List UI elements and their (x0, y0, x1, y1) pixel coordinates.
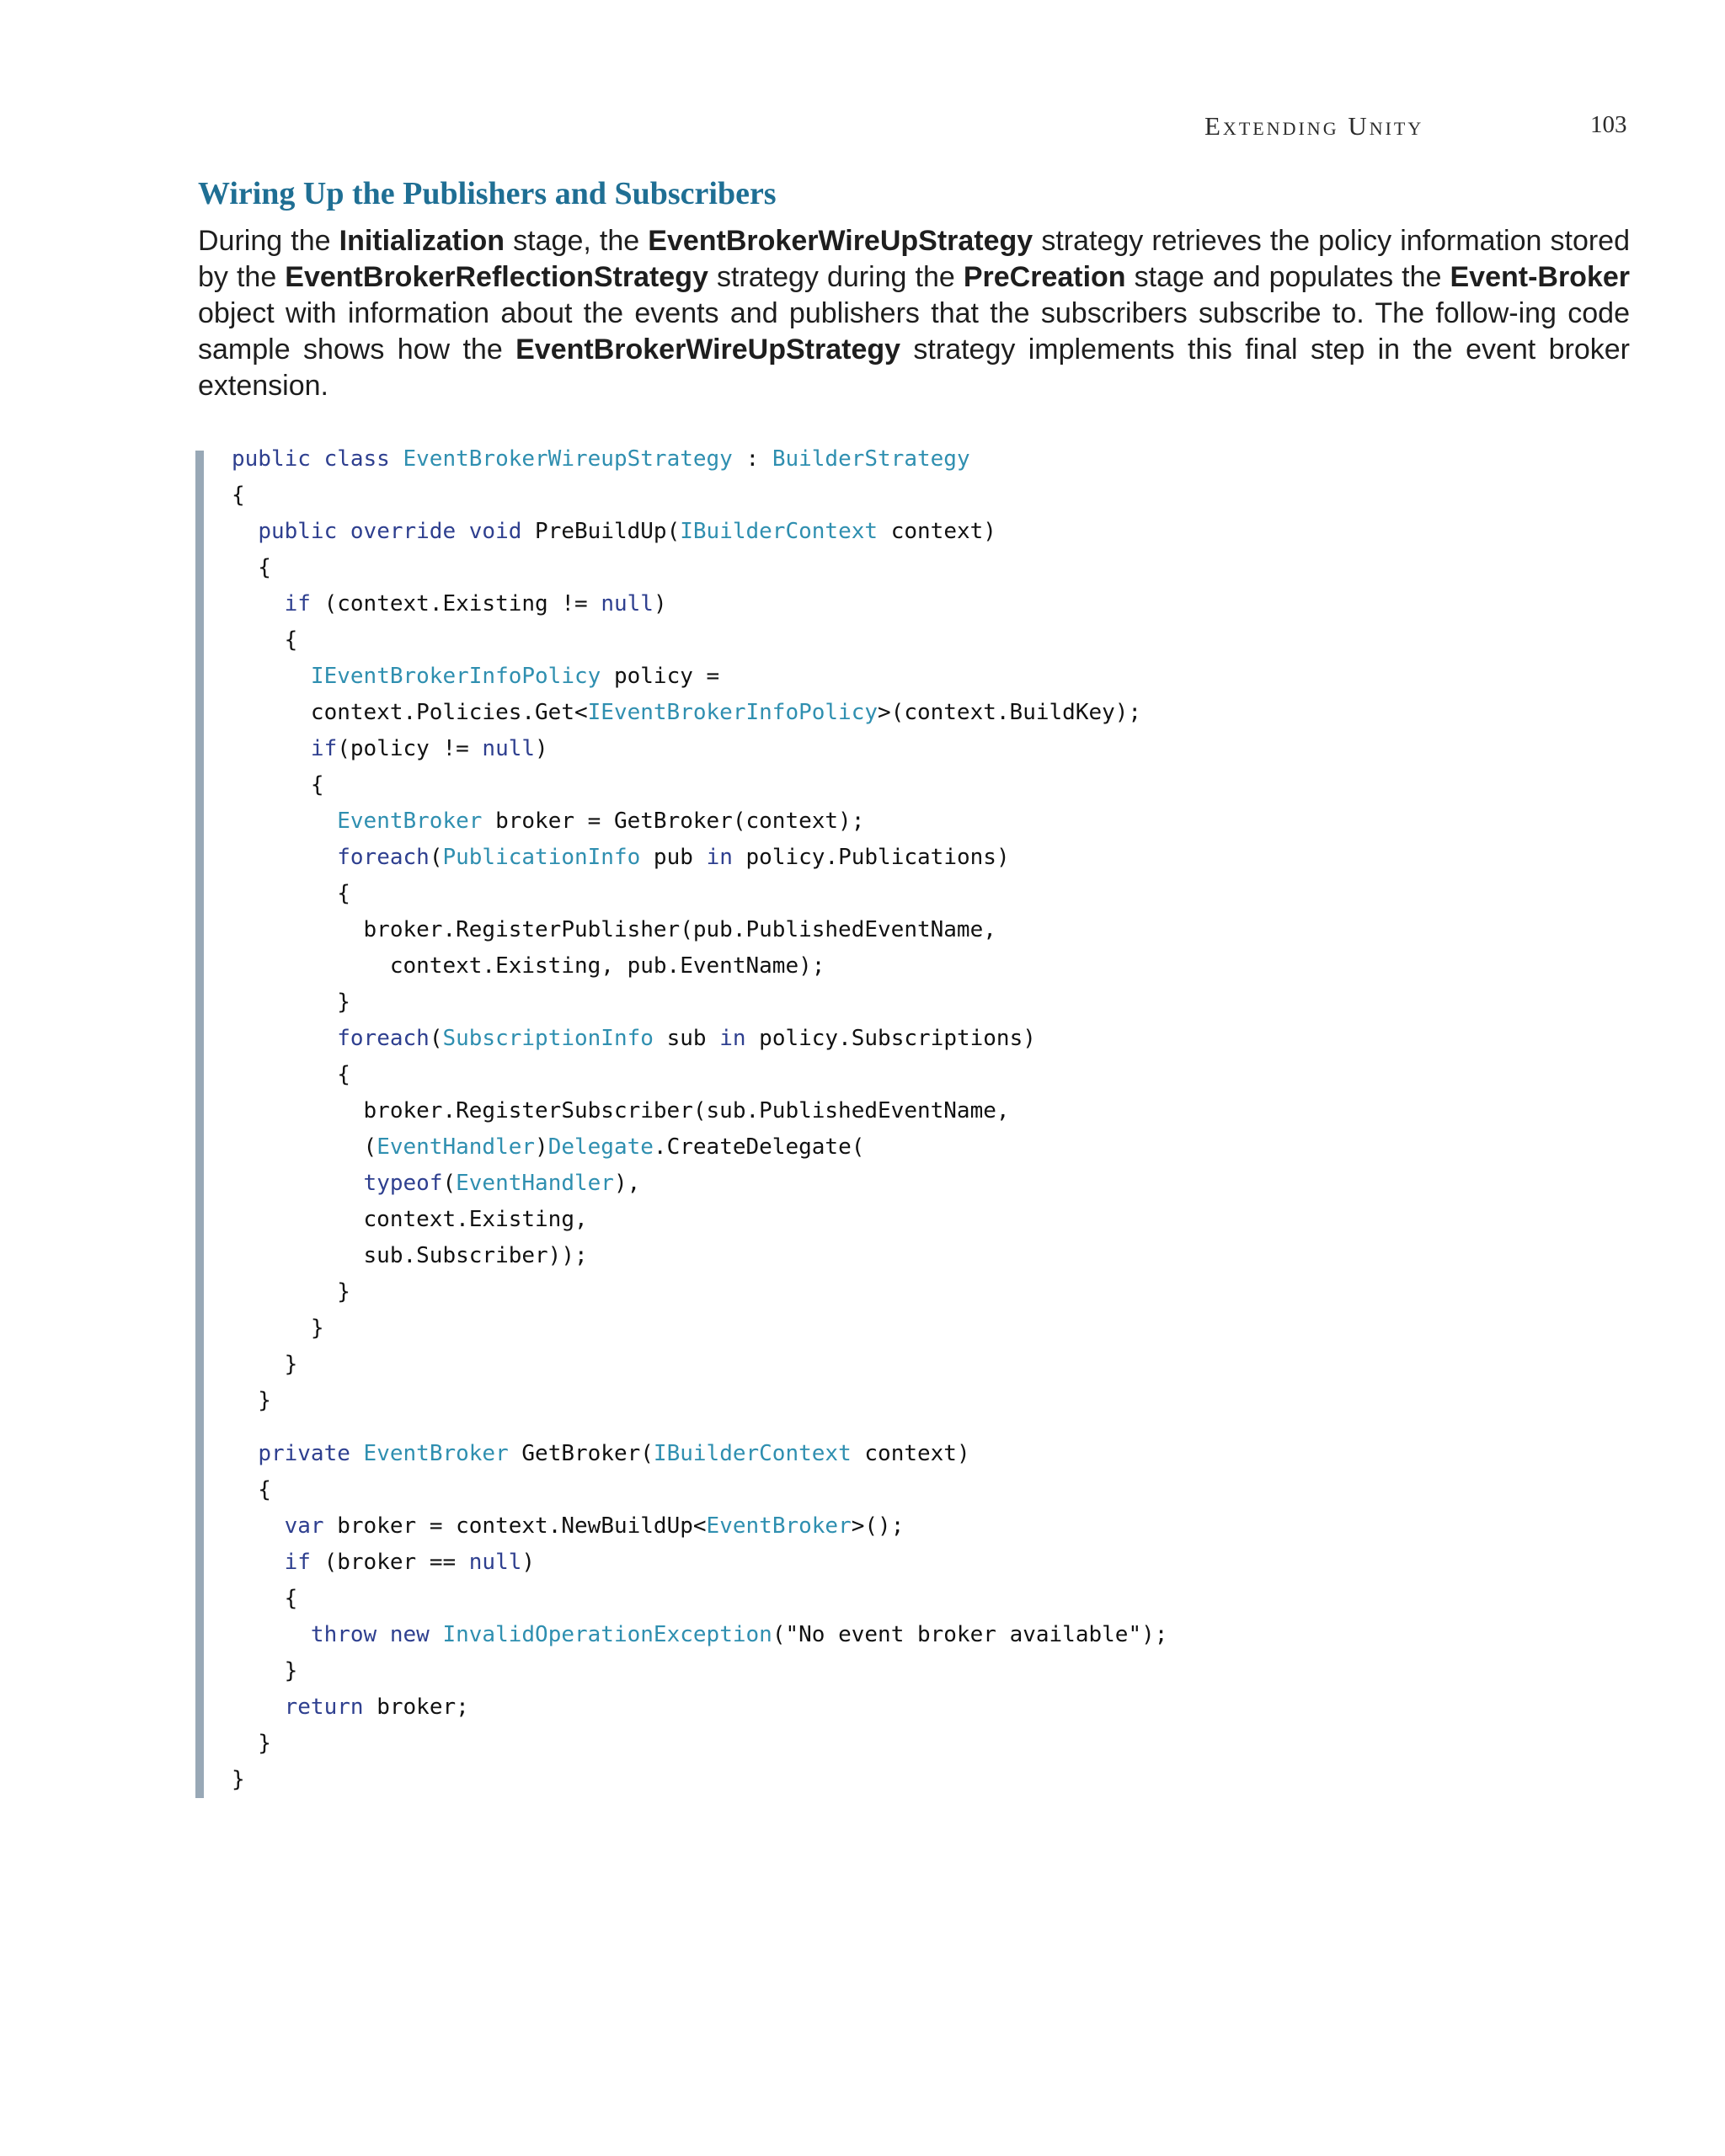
code-type-name: IBuilderContext (680, 519, 879, 544)
code-type-name: EventHandler (456, 1171, 614, 1196)
code-listing (232, 441, 1167, 1798)
code-line (232, 1057, 1167, 1093)
code-token: broker = context.NewBuildUp< (323, 1513, 707, 1539)
code-line (232, 767, 1167, 803)
code-token: : (732, 446, 772, 472)
section-heading: Wiring Up the Publishers and Subscribers (198, 176, 777, 211)
code-line (232, 1653, 1167, 1689)
code-type-name: Delegate (547, 1134, 654, 1160)
code-token: ), (613, 1171, 641, 1196)
code-token: { (232, 627, 298, 653)
code-line (232, 1419, 1167, 1436)
body-text-run: object with information about the events and publishers that the subscribers subscribe to. The follow-ing code sample shows how the (198, 297, 1630, 366)
code-line (232, 1347, 1167, 1383)
code-token: { (232, 772, 324, 798)
body-text-run: stage, the (505, 225, 649, 257)
code-line (232, 1310, 1167, 1347)
code-line (232, 659, 1167, 695)
code-line (232, 1202, 1167, 1238)
code-line (232, 1436, 1167, 1472)
code-token: context.Existing, pub.EventName); (232, 953, 825, 979)
code-keyword: private (258, 1441, 364, 1466)
code-keyword: null (482, 736, 536, 761)
code-keyword: public class (232, 446, 403, 472)
code-token: policy.Subscriptions) (745, 1026, 1036, 1051)
code-type-name: PublicationInfo (442, 845, 641, 870)
code-token: >(context.BuildKey); (878, 700, 1142, 725)
code-line (232, 1383, 1167, 1419)
code-line (232, 622, 1167, 659)
code-token: } (232, 1658, 298, 1684)
body-text-run: stage and populates the (1125, 261, 1450, 293)
bold-term: PreCreation (963, 261, 1126, 293)
code-token: context.Existing, (232, 1207, 588, 1232)
code-keyword: return (284, 1694, 364, 1720)
code-line (232, 1545, 1167, 1581)
body-text-run: strategy retrieves the policy information stored by the (198, 225, 1630, 293)
code-line (232, 1617, 1167, 1653)
code-keyword: if (284, 1550, 311, 1575)
code-token: policy.Publications) (732, 845, 1010, 870)
code-keyword: typeof (363, 1171, 443, 1196)
code-token: ( (442, 1171, 457, 1196)
code-line (232, 1166, 1167, 1202)
code-type-name: IEventBrokerInfoPolicy (587, 700, 879, 725)
code-token (232, 1550, 285, 1575)
code-token: pub (640, 845, 707, 870)
code-line (232, 1581, 1167, 1617)
code-token (232, 591, 285, 616)
code-token: (broker == (310, 1550, 469, 1575)
code-line (232, 1238, 1167, 1274)
code-line (232, 1762, 1167, 1798)
code-token: PreBuildUp( (535, 519, 681, 544)
code-line (232, 948, 1167, 985)
code-token: GetBroker( (508, 1441, 654, 1466)
code-token: ) (535, 736, 548, 761)
body-text-run: strategy implements this final step in the event broker extension. (198, 334, 1630, 402)
code-token: ) (521, 1550, 536, 1575)
code-type-name: EventHandler (377, 1134, 536, 1160)
code-line (232, 1689, 1167, 1726)
code-token (232, 1441, 258, 1466)
code-line (232, 876, 1167, 912)
code-token (232, 519, 258, 544)
code-keyword: in (719, 1026, 746, 1051)
body-text-run: During the (198, 225, 339, 257)
code-token: sub (653, 1026, 720, 1051)
code-token: { (232, 555, 271, 580)
code-token: { (232, 1477, 271, 1502)
running-head: Extending Unity (1204, 111, 1424, 141)
code-token: context) (878, 519, 996, 544)
code-type-name: EventBroker (706, 1513, 852, 1539)
code-token: } (232, 1315, 324, 1341)
code-token: context.Policies.Get< (232, 700, 588, 725)
code-token: broker.RegisterSubscriber(sub.PublishedEventName, (232, 1098, 1010, 1123)
code-token: ) (653, 591, 667, 616)
code-line (232, 441, 1167, 478)
code-token: { (232, 881, 350, 906)
code-token (232, 1171, 364, 1196)
code-token: (policy != (337, 736, 483, 761)
code-line (232, 1726, 1167, 1762)
code-token: } (232, 1388, 271, 1413)
code-keyword: null (601, 591, 654, 616)
code-token (232, 808, 337, 834)
code-token: ( (429, 1026, 443, 1051)
bold-term: EventBrokerWireUpStrategy (648, 225, 1033, 257)
bold-term: EventBrokerReflectionStrategy (285, 261, 708, 293)
code-token: } (232, 1731, 271, 1756)
code-type-name: IEventBrokerInfoPolicy (310, 664, 601, 689)
bold-term: EventBrokerWireUpStrategy (515, 334, 901, 366)
code-token: policy = (601, 664, 720, 689)
code-line (232, 1093, 1167, 1129)
code-token: >(); (851, 1513, 905, 1539)
code-keyword: null (468, 1550, 522, 1575)
code-token: { (232, 1586, 298, 1611)
code-line (232, 695, 1167, 731)
bold-term: Event-Broker (1450, 261, 1630, 293)
code-line (232, 586, 1167, 622)
code-type-name: BuilderStrategy (772, 446, 970, 472)
code-margin-bar (195, 451, 204, 1798)
code-line (232, 1274, 1167, 1310)
code-type-name: EventBroker (337, 808, 483, 834)
code-keyword: foreach (337, 845, 430, 870)
code-token: { (232, 1062, 350, 1087)
code-token: } (232, 1352, 298, 1377)
code-token: ("No event broker available"); (772, 1622, 1168, 1647)
code-line (232, 1508, 1167, 1545)
code-line (232, 985, 1167, 1021)
body-text-run: strategy during the (708, 261, 964, 293)
code-keyword: if (284, 591, 311, 616)
code-keyword: public override void (258, 519, 536, 544)
code-keyword: in (706, 845, 733, 870)
code-type-name: EventBrokerWireupStrategy (403, 446, 733, 472)
code-token: } (232, 1279, 350, 1305)
code-token (232, 664, 311, 689)
code-token: .CreateDelegate( (653, 1134, 865, 1160)
code-token (232, 1513, 285, 1539)
code-line (232, 731, 1167, 767)
code-token: context) (851, 1441, 970, 1466)
code-keyword: throw new (310, 1622, 443, 1647)
code-token: sub.Subscriber)); (232, 1243, 588, 1268)
code-token: } (232, 1767, 245, 1792)
code-keyword: foreach (337, 1026, 430, 1051)
code-type-name: IBuilderContext (653, 1441, 852, 1466)
code-line (232, 1129, 1167, 1166)
page-number: 103 (1590, 111, 1627, 138)
code-token: { (232, 483, 245, 508)
code-token: } (232, 990, 350, 1015)
code-line (232, 912, 1167, 948)
code-token (232, 1026, 337, 1051)
code-line (232, 1472, 1167, 1508)
code-keyword: var (284, 1513, 324, 1539)
bold-term: Initialization (339, 225, 505, 257)
code-token (232, 1694, 285, 1720)
code-token (232, 1622, 311, 1647)
code-line (232, 550, 1167, 586)
code-token: broker.RegisterPublisher(pub.PublishedEventName, (232, 917, 996, 942)
code-line (232, 478, 1167, 514)
code-type-name: EventBroker (363, 1441, 509, 1466)
code-type-name: InvalidOperationException (442, 1622, 772, 1647)
code-keyword: if (310, 736, 338, 761)
code-line (232, 1021, 1167, 1057)
code-token: ( (232, 1134, 377, 1160)
code-token: ) (535, 1134, 548, 1160)
code-token: broker = GetBroker(context); (482, 808, 865, 834)
code-token (232, 845, 337, 870)
code-token (232, 736, 311, 761)
code-token: ( (429, 845, 443, 870)
body-paragraph (198, 223, 1630, 404)
code-line (232, 840, 1167, 876)
code-type-name: SubscriptionInfo (442, 1026, 654, 1051)
code-token: (context.Existing != (310, 591, 601, 616)
code-line (232, 514, 1167, 550)
code-line (232, 803, 1167, 840)
code-token: broker; (363, 1694, 469, 1720)
